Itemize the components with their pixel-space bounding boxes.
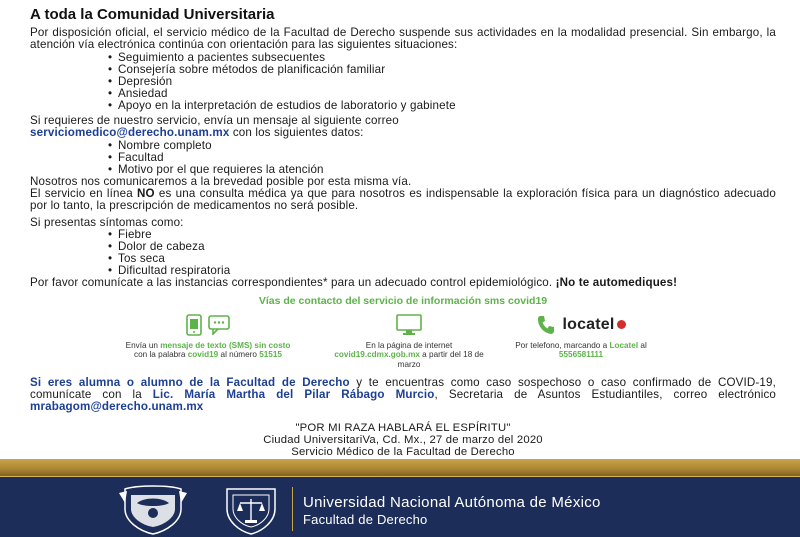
- university-name: Universidad Nacional Autónoma de México: [303, 494, 601, 511]
- contact-channels: [30, 313, 776, 375]
- list-item: • Dificultad respiratoria: [118, 265, 776, 277]
- web-channel: En la página de internet covid19.cdmx.gob.mx a partir del 18 de marzo: [334, 313, 484, 370]
- request-line: Si requieres de nuestro servicio, envía un mensaje al siguiente correo: [30, 113, 399, 127]
- list-item: • Apoyo en la interpretación de estudios de laboratorio y gabinete: [118, 100, 776, 112]
- computer-monitor-icon: [396, 314, 422, 336]
- list-item: • Depresión: [118, 76, 776, 88]
- list-item: • Ansiedad: [118, 88, 776, 100]
- signature: Servicio Médico de la Facultad de Derecho: [291, 445, 515, 458]
- locatel-logo: locatel: [562, 320, 625, 330]
- list-item: • Dolor de cabeza: [118, 241, 776, 253]
- suspect-case-paragraph: Si eres alumna o alumno de la Facultad de Derecho y te encuentras como caso sospechoso o caso confirmado de COVID-19, comunícate con la Lic. María Martha del Pilar Rábago Murcio, Secretaria de Asuntos Estudiantiles, correo electrónico mrabagom@derecho.unam.mx: [30, 375, 776, 414]
- list-item: • Nombre completo: [118, 140, 776, 152]
- motto: "POR MI RAZA HABLARÁ EL ESPÍRITU": [295, 421, 511, 434]
- document-body: [30, 6, 776, 458]
- place-date: Ciudad UniversitariVa, Cd. Mx., 27 de marzo del 2020: [263, 433, 543, 446]
- list-item: • Consejería sobre métodos de planificación familiar: [118, 64, 776, 76]
- list-item: • Motivo por el que requieres la atención: [118, 164, 776, 176]
- phone-icon: [536, 314, 556, 336]
- online-no: NO: [137, 187, 155, 201]
- footer-divider: [292, 487, 293, 531]
- contact-instances: Por favor comunícate a las instancias correspondientes* para un adecuado control epidemiológico.: [30, 276, 556, 290]
- faculty-seal-icon: [223, 485, 279, 535]
- gold-divider-bar: [0, 459, 800, 477]
- sms-channel: Envía un mensaje de texto (SMS) sin costo con la palabra covid19 al número 51515: [122, 313, 294, 360]
- list-item: • Facultad: [118, 152, 776, 164]
- online-part1: El servicio en línea: [30, 187, 137, 201]
- request-paragraph: [30, 115, 776, 140]
- faculty-name: Facultad de Derecho: [303, 512, 428, 527]
- list-item: • Tos seca: [118, 253, 776, 265]
- online-part2: es una consulta médica ya que para nosotros es indispensable la exploración física para un diagnóstico adecuado por lo tanto, la prescripción de medicamentos no será posible.: [30, 187, 776, 213]
- contact-title: Vías de contacto del servicio de información sms covid19: [258, 294, 548, 307]
- covid-url-link[interactable]: covid19.cdmx.gob.mx: [334, 350, 420, 360]
- list-item: • Fiebre: [118, 229, 776, 241]
- symptoms-list: [30, 229, 776, 277]
- mobile-phone-icon: [186, 314, 202, 336]
- intro-paragraph: Por disposición oficial, el servicio médico de la Facultad de Derecho suspende sus actividades en la modalidad presencial. Sin embargo, la atención vía electrónica continúa con orientación para las siguientes situaciones:: [30, 26, 776, 52]
- phone-channel: locatel Por telefono, marcando a Locatel al 5556581111: [506, 313, 656, 360]
- request-suffix: con los siguientes datos:: [229, 126, 364, 140]
- contact-instances-paragraph: [30, 277, 776, 289]
- sms-chat-icon: [208, 315, 230, 335]
- page-title: A toda la Comunidad Universitaria: [30, 6, 275, 23]
- contact-email-link[interactable]: mrabagom@derecho.unam.mx: [30, 400, 204, 414]
- service-email-link[interactable]: serviciomedico@derecho.unam.mx: [30, 126, 230, 140]
- data-items-list: [30, 140, 776, 176]
- unam-shield-icon: [117, 483, 189, 535]
- symptoms-intro: Si presentas síntomas como:: [30, 215, 184, 229]
- no-automedicate: ¡No te automediques!: [555, 276, 678, 290]
- response-line: Nosotros nos comunicaremos a la brevedad posible por esta misma vía.: [30, 174, 412, 188]
- list-item: • Seguimiento a pacientes subsecuentes: [118, 52, 776, 64]
- situations-list: [30, 52, 776, 112]
- online-paragraph: [30, 188, 776, 213]
